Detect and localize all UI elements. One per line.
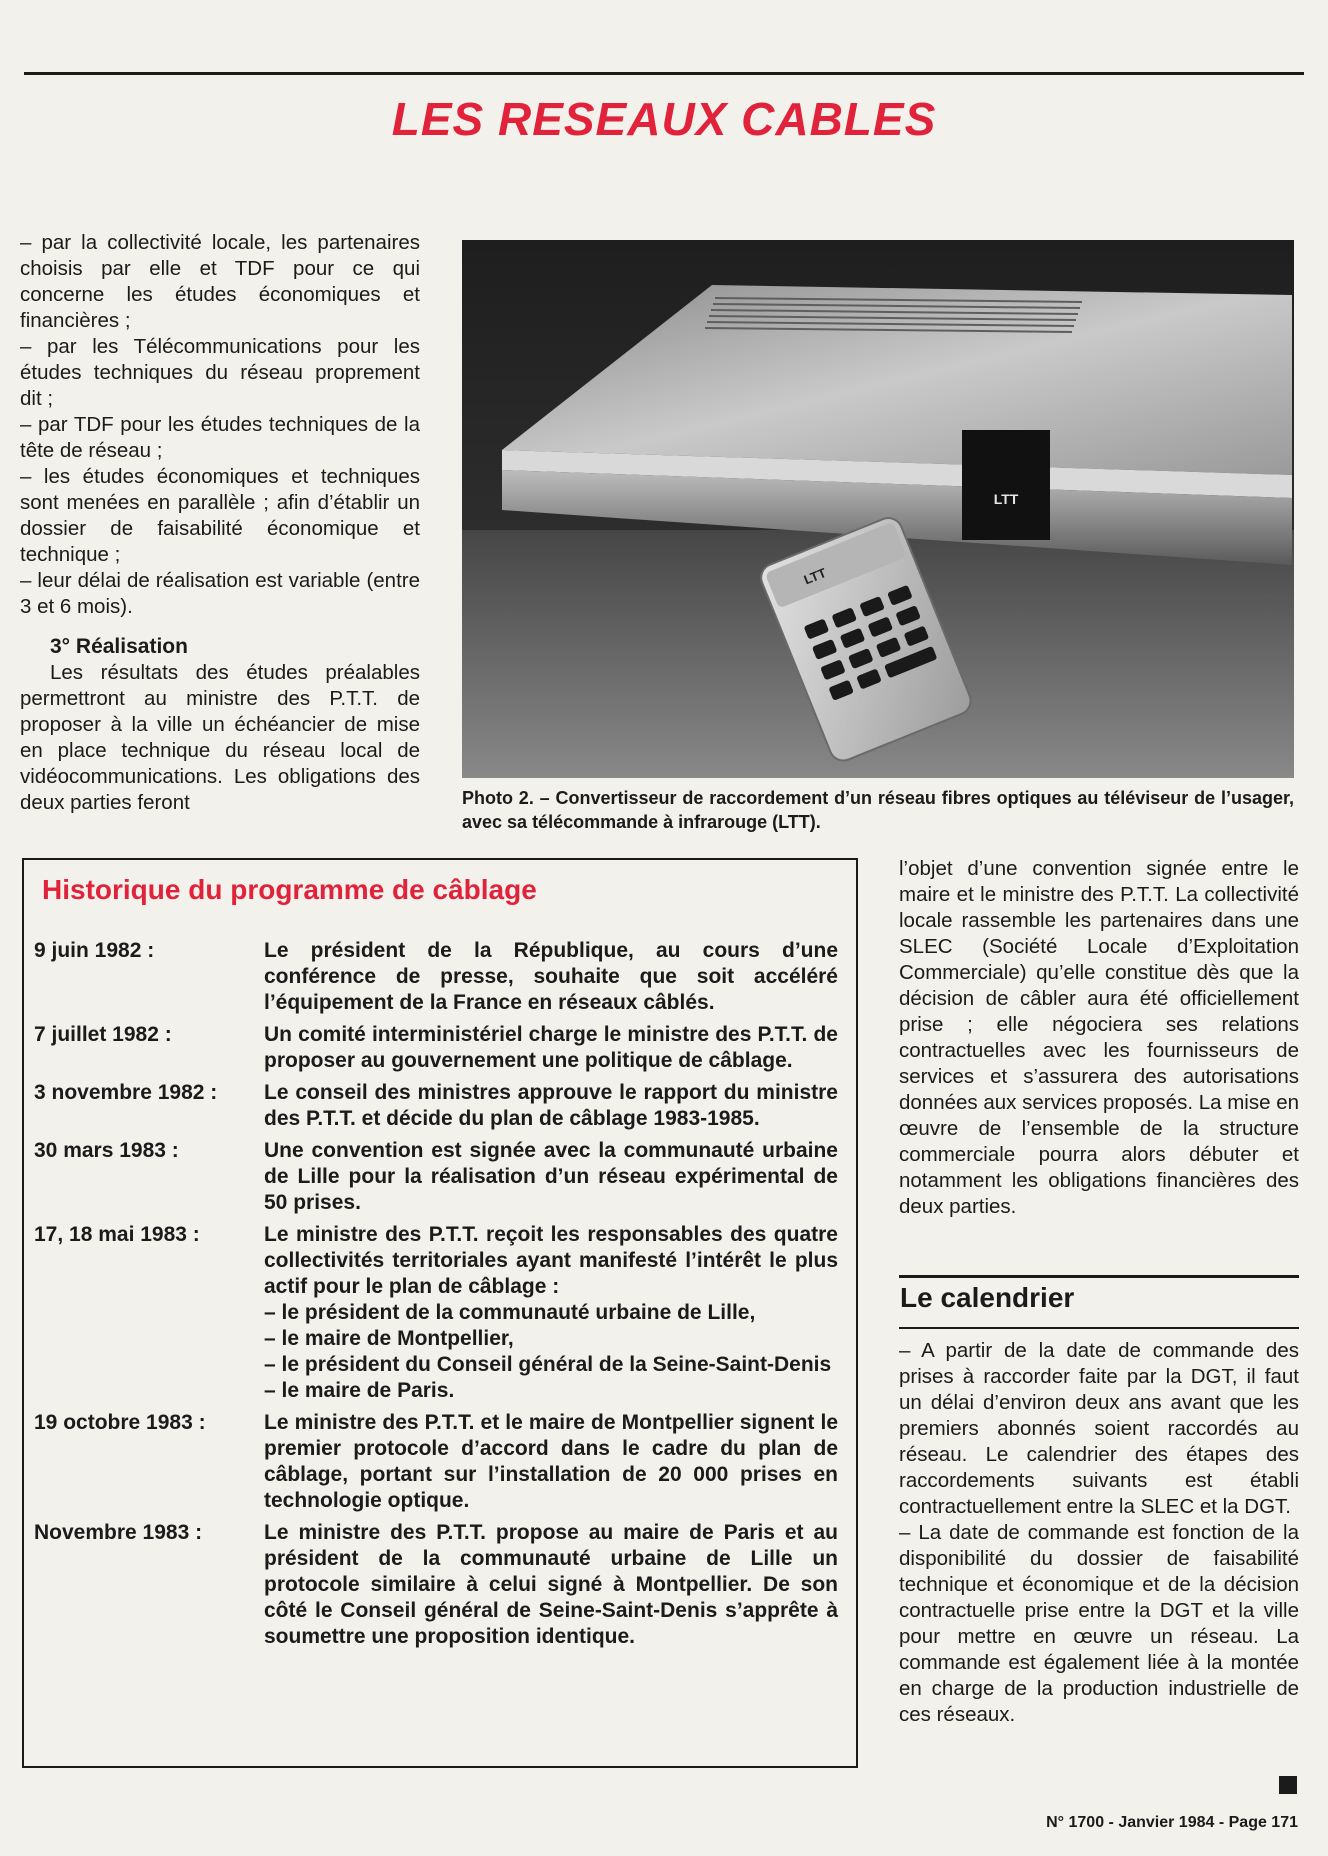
- paragraph: l’objet d’une convention signée entre le maire et le ministre des P.T.T. La collectivité locale rassemble les partenaires dans une SLEC (Société Locale d’Exploitation Commerciale) qu’elle constitue dès que la décision de câbler aura été officiellement prise ; elle négociera ses relations contractuelles avec les fournisseurs de services et s’assurera des autorisations données aux services proposés. La mise en œuvre de l’ensemble de la structure commerciale pourra alors débuter et notamment les obligations financières des deux parties.: [899, 857, 1299, 1218]
- page-title: LES RESEAUX CABLES: [391, 93, 937, 145]
- entry-date: 7 juillet 1982 :: [34, 1023, 172, 1046]
- section-rule: [899, 1327, 1299, 1329]
- left-column: [20, 230, 420, 816]
- section-subheading: 3° Réalisation: [50, 635, 188, 658]
- end-of-article-mark: [1279, 1776, 1297, 1794]
- entry-subitem: – le président de la communauté urbaine de Lille,: [264, 1301, 756, 1324]
- paragraph: – par TDF pour les études techniques de la tête de réseau ;: [20, 413, 420, 462]
- product-photo: [462, 240, 1294, 778]
- top-rule: [24, 72, 1304, 75]
- entry-text: Le conseil des ministres approuve le rapport du ministre des P.T.T. et décide du plan de câblage 1983-1985.: [264, 1081, 838, 1130]
- historique-entry: [34, 1022, 854, 1074]
- historique-title: Historique du programme de câblage: [42, 874, 537, 905]
- historique-entry: [34, 1222, 854, 1404]
- entry-text: Le ministre des P.T.T. et le maire de Montpellier signent le premier protocole d’accord dans le cadre du plan de câblage, portant sur l’installation de 20 000 prises en technologie optique.: [264, 1411, 838, 1512]
- historique-list: [34, 938, 854, 1656]
- paragraph: – leur délai de réalisation est variable (entre 3 et 6 mois).: [20, 569, 420, 618]
- entry-date: 17, 18 mai 1983 :: [34, 1223, 200, 1246]
- entry-date: 9 juin 1982 :: [34, 939, 155, 962]
- paragraph: – les études économiques et techniques sont menées en parallèle ; afin d’établir un dossier de faisabilité économique et technique ;: [20, 465, 420, 566]
- historique-entry: [34, 1410, 854, 1514]
- remote-logo: LTT: [801, 564, 829, 588]
- entry-text: Une convention est signée avec la communauté urbaine de Lille pour la réalisation d’un réseau expérimental de 50 prises.: [264, 1139, 838, 1214]
- entry-text: Le ministre des P.T.T. propose au maire de Paris et au président de la communauté urbaine de Lille un protocole similaire à celui signé à Montpellier. De son côté le Conseil général de Seine-Saint-Denis s’apprête à soumettre une proposition identique.: [264, 1521, 838, 1648]
- page-footer: N° 1700 - Janvier 1984 - Page 171: [1046, 1814, 1298, 1831]
- entry-date: 19 octobre 1983 :: [34, 1411, 206, 1434]
- entry-text: Le ministre des P.T.T. reçoit les responsables des quatre collectivités territoriales ayant manifesté l’intérêt le plus actif pour le plan de câblage :: [264, 1223, 838, 1298]
- entry-subitem: – le maire de Montpellier,: [264, 1327, 514, 1350]
- entry-subitem: – le président du Conseil général de la Seine-Saint-Denis: [264, 1353, 832, 1376]
- entry-text: Un comité interministériel charge le ministre des P.T.T. de proposer au gouvernement une politique de câblage.: [264, 1023, 838, 1072]
- historique-entry: [34, 1520, 854, 1650]
- calendrier-title: Le calendrier: [900, 1282, 1075, 1313]
- paragraph: – La date de commande est fonction de la disponibilité du dossier de faisabilité technique et économique et de la décision contractuelle prise entre la DGT et la ville pour mettre en œuvre un réseau. La commande est également liée à la montée en charge de la production industrielle de ces réseaux.: [899, 1521, 1299, 1726]
- paragraph: – A partir de la date de commande des prises à raccorder faite par la DGT, il faut un délai d’environ deux ans avant que les premiers abonnés soient raccordés au réseau. Le calendrier des étapes des raccordements suivants est établi contractuellement entre la SLEC et la DGT.: [899, 1339, 1299, 1518]
- converter-device-illustration: [462, 240, 1294, 778]
- entry-date: 3 novembre 1982 :: [34, 1081, 218, 1104]
- calendrier-column: [899, 1338, 1299, 1728]
- entry-date: 30 mars 1983 :: [34, 1139, 179, 1162]
- entry-date: Novembre 1983 :: [34, 1521, 203, 1544]
- historique-entry: [34, 1138, 854, 1216]
- historique-entry: [34, 938, 854, 1016]
- paragraph: Les résultats des études préalables permettront au ministre des P.T.T. de proposer à la ville un échéancier de mise en place technique du réseau local de vidéocommunications. Les obligations des deux parties feront: [20, 661, 420, 814]
- right-column: [899, 856, 1299, 1220]
- entry-subitem: – le maire de Paris.: [264, 1379, 455, 1402]
- device-logo: LTT: [993, 491, 1019, 507]
- paragraph: – par les Télécommunications pour les études techniques du réseau proprement dit ;: [20, 335, 420, 410]
- historique-box: [22, 858, 858, 1768]
- historique-entry: [34, 1080, 854, 1132]
- paragraph: – par la collectivité locale, les partenaires choisis par elle et TDF pour ce qui concerne les études économiques et financières ;: [20, 231, 420, 332]
- entry-text: Le président de la République, au cours d’une conférence de presse, souhaite que soit accéléré l’équipement de la France en réseaux câblés.: [264, 939, 838, 1014]
- photo-caption: Photo 2. – Convertisseur de raccordement d’un réseau fibres optiques au téléviseur de l’usager, avec sa télécommande à infrarouge (LTT).: [462, 788, 1294, 832]
- section-rule: [899, 1275, 1299, 1278]
